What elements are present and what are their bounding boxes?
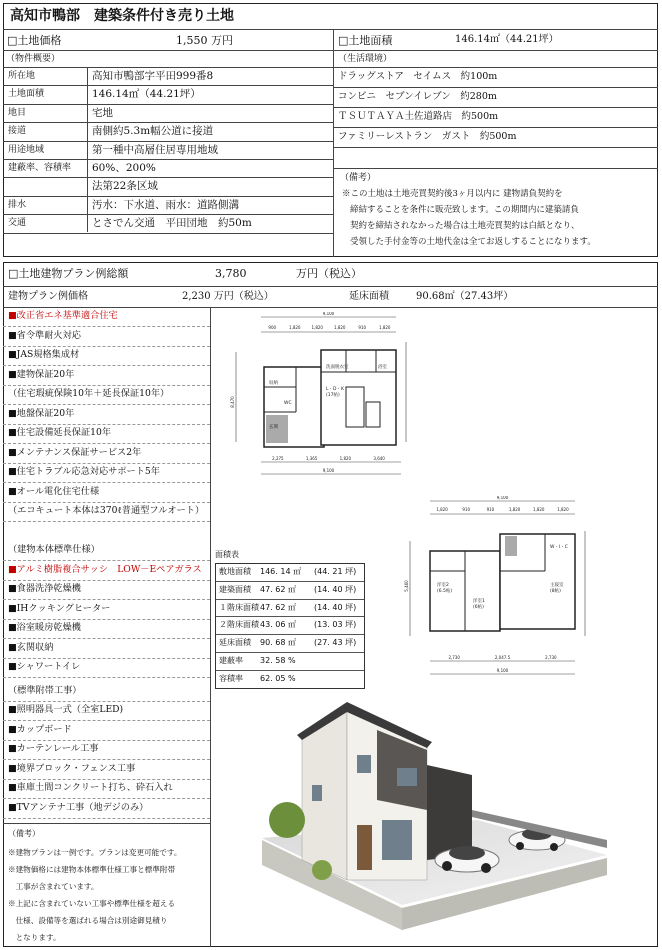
row-divider — [3, 159, 333, 160]
dimension-label: 1,820 — [436, 507, 448, 512]
spec-divider — [3, 701, 210, 702]
area-label: １階床面積 — [219, 602, 259, 612]
spec-divider — [3, 385, 210, 386]
spec-item: ■JAS規格集成材 — [8, 349, 80, 360]
area-label: 建蔽率 — [219, 655, 243, 665]
spec-item: （エコキュート本体は370ℓ普通型フルオート） — [8, 505, 205, 516]
property-label: 接道 — [8, 126, 27, 137]
dimension-label: 9,100 — [322, 468, 335, 473]
area-tsubo: (14. 40 坪) — [314, 584, 357, 594]
env-divider — [333, 87, 658, 88]
spec-item: ■カーテンレール工事 — [8, 743, 99, 754]
environment-item: コンビニ セブンイレブン 約280m — [338, 91, 497, 102]
spec-divider — [3, 677, 210, 678]
row-divider — [3, 85, 333, 86]
spec-item: ■地盤保証20年 — [8, 407, 75, 419]
row-divider — [3, 196, 333, 197]
spec-item: ■住宅トラブル応急対応サポート5年 — [8, 466, 160, 477]
spec-divider — [3, 599, 210, 600]
spec-divider — [3, 720, 210, 721]
remark-line: ※この土地は土地売買契約後3ヶ月以内に 建物請負契約を — [342, 189, 563, 199]
remarks-heading: （備考） — [340, 173, 377, 183]
dimension-label: 1,820 — [508, 507, 521, 512]
row-divider — [3, 177, 333, 178]
build-price-label: 建物プラン例価格 — [8, 291, 88, 302]
spec-divider — [3, 658, 210, 659]
area-tsubo: (13. 03 坪) — [314, 620, 357, 630]
spec-item: （標準附帯工事） — [8, 684, 82, 696]
spec-item: ■食器洗浄乾燥機 — [8, 583, 81, 594]
room-label: 浴室 — [378, 365, 387, 370]
plan-total-label: □土地建物プラン例総額 — [8, 267, 129, 280]
land-price-label: □土地価格 — [7, 34, 62, 47]
area-sqm: 62. 05 % — [260, 673, 296, 683]
spec-divider — [3, 424, 210, 425]
notes-divider — [3, 823, 210, 824]
room-label: 洋室1 — [473, 599, 485, 604]
spec-divider — [3, 463, 210, 464]
env-divider — [333, 127, 658, 128]
spec-divider — [3, 502, 210, 503]
property-value: とさでん交通 平田団地 約50m — [92, 217, 252, 230]
plan-total-unit: 万円（税込） — [296, 267, 362, 280]
room-label: (8帖) — [550, 589, 561, 594]
spec-item: （建物本体標準仕様） — [8, 544, 100, 555]
row-divider — [3, 233, 333, 234]
spec-item: ■シャワートイレ — [8, 661, 81, 672]
room-label: 収納 — [269, 381, 278, 386]
dimension-label: 9,100 — [496, 496, 509, 500]
row-divider — [3, 122, 333, 123]
land-area-value: 146.14㎡（44.21坪） — [455, 34, 559, 45]
dimension-label: 9,100 — [322, 312, 335, 316]
env-divider — [333, 67, 658, 68]
row-divider — [3, 214, 333, 215]
dimension-label: 1,820 — [557, 507, 569, 512]
property-value: 60%、200% — [92, 162, 156, 174]
house-rendering — [262, 690, 610, 945]
dimension-label: 3,640 — [373, 456, 385, 461]
spec-divider — [3, 818, 210, 819]
property-value: 146.14㎡（44.21坪） — [92, 88, 201, 101]
area-sqm: 43. 06 ㎡ — [260, 620, 296, 630]
spec-item: ■住宅設備延長保証10年 — [8, 427, 112, 438]
dimension-label: 900 — [268, 325, 277, 330]
property-label: 排水 — [8, 199, 27, 210]
dimension-label: 2,730 — [545, 655, 557, 660]
dimension-label: 1,820 — [379, 325, 391, 330]
second-floor-plan — [400, 496, 600, 681]
property-value: 宅地 — [92, 106, 113, 119]
dimension-label: 1,820 — [339, 456, 352, 461]
dimension-label: 8,470 — [230, 396, 235, 408]
spec-item: ■照明器具一式（全室LED) — [8, 704, 124, 715]
note-line: となります。 — [8, 933, 61, 942]
spec-item: （住宅瑕疵保険10年＋延長保証10年） — [8, 388, 170, 399]
spec-item: ■浴室暖房乾燥機 — [8, 622, 81, 633]
area-row — [216, 652, 364, 670]
spec-item: ■境界ブロック・フェンス工事 — [8, 762, 136, 774]
page-title: 高知市鴨部 建築条件付き売り土地 — [10, 8, 234, 24]
top-divider — [333, 29, 334, 257]
spec-item: ■メンテナンス保証サービス2年 — [8, 446, 142, 458]
remark-line: 契約を締結されなかった場合は土地売買契約は白紙となり、 — [350, 221, 580, 231]
environment-item: ドラッグストア セイムス 約100m — [338, 71, 498, 82]
room-label: 洗面脱衣室 — [326, 365, 349, 370]
remark-line: 受領した手付金等の土地代金は全てお返しすることになります。 — [350, 237, 596, 247]
spec-divider — [3, 560, 210, 561]
spec-divider — [3, 365, 210, 366]
property-value: 汚水：下水道、雨水：道路側溝 — [92, 198, 239, 211]
property-label: 土地面積 — [8, 89, 45, 100]
spec-divider — [3, 619, 210, 620]
property-label: 所在地 — [8, 71, 36, 81]
room-label: (17帖) — [326, 393, 340, 398]
area-label: 延床面積 — [219, 638, 251, 648]
dimension-label: 5,460 — [404, 580, 409, 592]
spec-divider — [3, 521, 210, 522]
dimension-label: 1,820 — [533, 507, 545, 512]
area-row — [216, 599, 364, 617]
build-price-value: 2,230 万円（税込） — [182, 291, 274, 302]
land-price-value: 1,550 万円 — [176, 34, 233, 47]
spec-divider — [3, 759, 210, 760]
row-divider — [3, 67, 333, 68]
area-row — [216, 616, 364, 634]
area-label: 建築面積 — [219, 584, 251, 594]
environment-item: ＴＳＵＴＡＹＡ土佐道路店 約500m — [338, 111, 499, 122]
dimension-label: 1,820 — [334, 325, 346, 330]
property-label: 用途地域 — [8, 144, 45, 155]
spec-item: ■車庫土間コンクリート打ち、砕石入れ — [8, 782, 173, 793]
area-tsubo: (27. 43 坪) — [314, 638, 357, 648]
spec-item: ■アルミ樹脂複合サッシ LOW－Eペアガラス — [8, 563, 202, 575]
area-row — [216, 581, 364, 599]
dimension-label: 2,730 — [448, 655, 460, 660]
spec-item: ■改正省エネ基準適合住宅 — [8, 310, 118, 321]
first-floor-plan — [226, 312, 426, 480]
spec-divider — [3, 798, 210, 799]
room-label: 洋室2 — [437, 583, 449, 588]
land-area-label: □土地面積 — [338, 34, 393, 47]
spec-item: ■カップボード — [8, 723, 72, 735]
row-divider — [3, 104, 333, 105]
area-row — [216, 564, 364, 581]
area-row — [216, 670, 364, 688]
env-divider — [333, 147, 658, 148]
room-label: 主寝室 — [550, 583, 564, 588]
property-heading: （物件概要） — [6, 54, 61, 64]
spec-divider — [3, 740, 210, 741]
spec-divider — [3, 443, 210, 444]
spec-item: ■建物保証20年 — [8, 368, 75, 380]
row-divider — [3, 141, 333, 142]
dimension-label: 9,100 — [496, 668, 509, 673]
property-label: 地目 — [8, 107, 27, 118]
room-label: (6帖) — [473, 605, 484, 610]
room-label: WC — [284, 401, 292, 406]
property-value: 高知市鴨部字平田999番8 — [92, 70, 214, 82]
spec-divider — [3, 346, 210, 347]
area-sqm: 47. 62 ㎡ — [260, 602, 296, 612]
note-line: 仕様、設備等を選ばれる場合は別途御見積り — [8, 916, 168, 925]
area-tsubo: (44. 21 坪) — [314, 567, 357, 576]
spec-item: ■IHクッキングヒーター — [8, 602, 111, 614]
room-label: (6.5帖) — [437, 589, 453, 594]
note-line: ※建物価格には建物本体標準仕様工事と標準附帯 — [8, 865, 176, 874]
area-label: ２階床面積 — [219, 620, 259, 630]
property-label: 交通 — [8, 218, 27, 229]
remark-line: 締結することを条件に販売致します。この期間内に建築請負 — [350, 205, 579, 215]
spec-item: ■オール電化住宅仕様 — [8, 485, 100, 497]
spec-divider — [3, 404, 210, 405]
property-value: 第一種中高層住居専用地域 — [92, 143, 218, 156]
dimension-label: 910 — [462, 507, 471, 512]
notes-heading: （備考） — [8, 829, 40, 838]
area-table-heading: 面積表 — [215, 550, 239, 559]
dimension-label: 2,275 — [272, 456, 284, 461]
note-line: 工事が含まれています。 — [8, 882, 99, 891]
area-sqm: 146. 14 ㎡ — [260, 567, 302, 576]
property-value: 南側約5.3m幅公道に接道 — [92, 125, 214, 138]
area-sqm: 47. 62 ㎡ — [260, 584, 296, 594]
spec-item: ■TVアンテナ工事（地デジのみ） — [8, 801, 149, 813]
property-value: 法第22条区域 — [92, 180, 158, 193]
dimension-label: 1,365 — [305, 456, 318, 461]
dimension-label: 910 — [358, 325, 367, 330]
area-sqm: 90. 68 ㎡ — [260, 638, 296, 648]
area-label: 容積率 — [219, 673, 243, 683]
spec-item: ■省令準耐火対応 — [8, 329, 81, 341]
room-label: W・I・C — [550, 545, 568, 550]
dimension-label: 1,820 — [311, 325, 323, 330]
note-line: ※上記に含まれていない工事や標準仕様を超える — [8, 899, 176, 908]
environment-heading: （生活環境） — [338, 54, 393, 64]
env-divider — [333, 168, 658, 169]
note-line: ※建物プランは一例です。プランは変更可能です。 — [8, 848, 182, 857]
dimension-label: 2,047.5 — [494, 655, 511, 660]
area-tsubo: (14. 40 坪) — [314, 602, 357, 612]
spec-divider — [3, 779, 210, 780]
spec-divider — [3, 638, 210, 639]
environment-item: ファミリーレストラン ガスト 約500m — [338, 131, 517, 142]
dimension-label: 910 — [486, 507, 495, 512]
dimension-label: 1,820 — [289, 325, 301, 330]
room-label: L・D・K — [326, 387, 344, 392]
room-label: 玄関 — [269, 425, 278, 430]
floor-area-value: 90.68㎡（27.43坪） — [416, 291, 514, 302]
floor-area-label: 延床面積 — [349, 291, 389, 302]
spec-item: ■玄関収納 — [8, 641, 54, 653]
spec-divider — [3, 482, 210, 483]
property-label: 建蔽率、容積率 — [8, 163, 72, 173]
area-sqm: 32. 58 % — [260, 655, 296, 665]
plan-total-value: 3,780 — [215, 267, 247, 280]
area-label: 敷地面積 — [219, 567, 251, 576]
area-row — [216, 634, 364, 652]
spec-divider — [3, 580, 210, 581]
spec-divider — [3, 326, 210, 327]
env-divider — [333, 107, 658, 108]
